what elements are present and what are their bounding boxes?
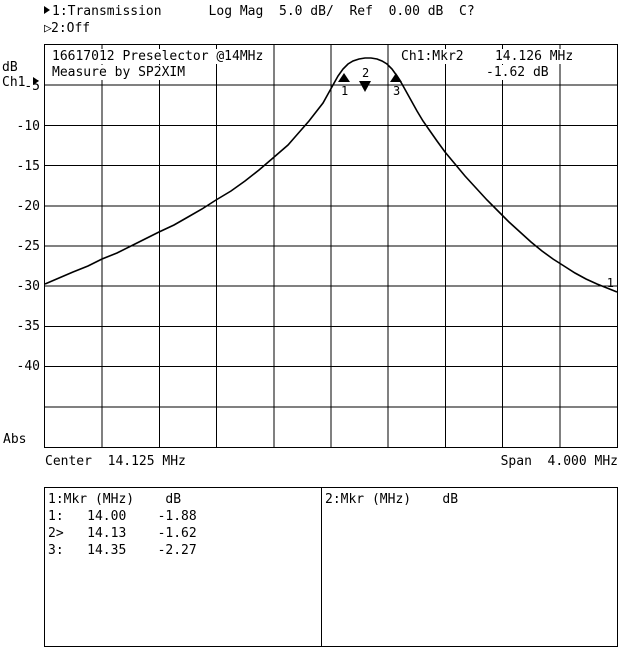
y-tick-0: -5	[24, 79, 40, 94]
correction-label: C?	[459, 4, 475, 19]
trace-marker-1-label: 1	[341, 84, 349, 98]
center-frequency-label[interactable]: Center 14.125 MHz	[45, 454, 186, 469]
trace-marker-3-icon[interactable]	[390, 73, 402, 82]
marker-readout-amplitude: -1.62 dB	[486, 65, 549, 80]
channel2-label: 2:Off	[51, 21, 91, 36]
marker-table-row[interactable]: 2> 14.13 -1.62	[48, 526, 197, 541]
ref-label: Ref	[349, 4, 373, 19]
y-tick-7: -40	[16, 359, 40, 374]
marker-table-row[interactable]: 3: 14.35 -2.27	[48, 543, 197, 558]
span-label[interactable]: Span 4.000 MHz	[500, 454, 618, 469]
marker-table-channel1	[45, 488, 322, 646]
plot-graticule	[45, 45, 617, 447]
plot-title: 16617012 Preselector @14MHz	[52, 49, 264, 64]
y-axis-ticks	[0, 44, 42, 448]
inactive-channel-marker-icon: ▷	[44, 21, 52, 36]
format-label: Log Mag	[208, 4, 264, 19]
plot-subtitle: Measure by SP2XIM	[52, 65, 186, 80]
reference-position-label: Abs	[3, 432, 27, 447]
y-axis-unit-label: dB	[2, 60, 18, 75]
trace-marker-1-icon[interactable]	[338, 73, 350, 82]
marker-readout-label	[401, 49, 573, 64]
marker-readout-frequency: 14.126 MHz	[494, 49, 574, 64]
y-axis-channel-text: Ch1	[2, 75, 26, 90]
y-tick-6: -35	[16, 319, 40, 334]
channel1-label: 1:Transmission	[52, 4, 162, 19]
marker-table-channel2	[322, 488, 617, 646]
marker-readout-channel: Ch1:Mkr2	[401, 49, 464, 64]
y-tick-3: -20	[16, 199, 40, 214]
trace-plot-area[interactable]	[44, 44, 618, 448]
y-tick-2: -15	[16, 159, 40, 174]
channel2-status-line	[44, 20, 90, 37]
active-channel-marker-icon	[44, 6, 50, 14]
y-tick-1: -10	[16, 119, 40, 134]
trace-marker-2-icon[interactable]	[358, 81, 372, 95]
y-tick-4: -25	[16, 239, 40, 254]
channel1-status-line	[44, 3, 475, 20]
marker-table-header-ch1: 1:Mkr (MHz) dB	[48, 492, 182, 507]
scale-label: 5.0 dB/	[279, 4, 334, 19]
y-tick-5: -30	[16, 279, 40, 294]
marker-table-row[interactable]: 1: 14.00 -1.88	[48, 509, 197, 524]
marker-table-header-ch2: 2:Mkr (MHz) dB	[325, 492, 459, 507]
trace-marker-3-label: 3	[393, 84, 401, 98]
trace-end-label: 1	[606, 276, 614, 290]
marker-table	[44, 487, 618, 647]
status-header	[0, 0, 640, 40]
trace-marker-2-label: 2	[362, 66, 370, 80]
ref-value: 0.00 dB	[388, 4, 444, 19]
